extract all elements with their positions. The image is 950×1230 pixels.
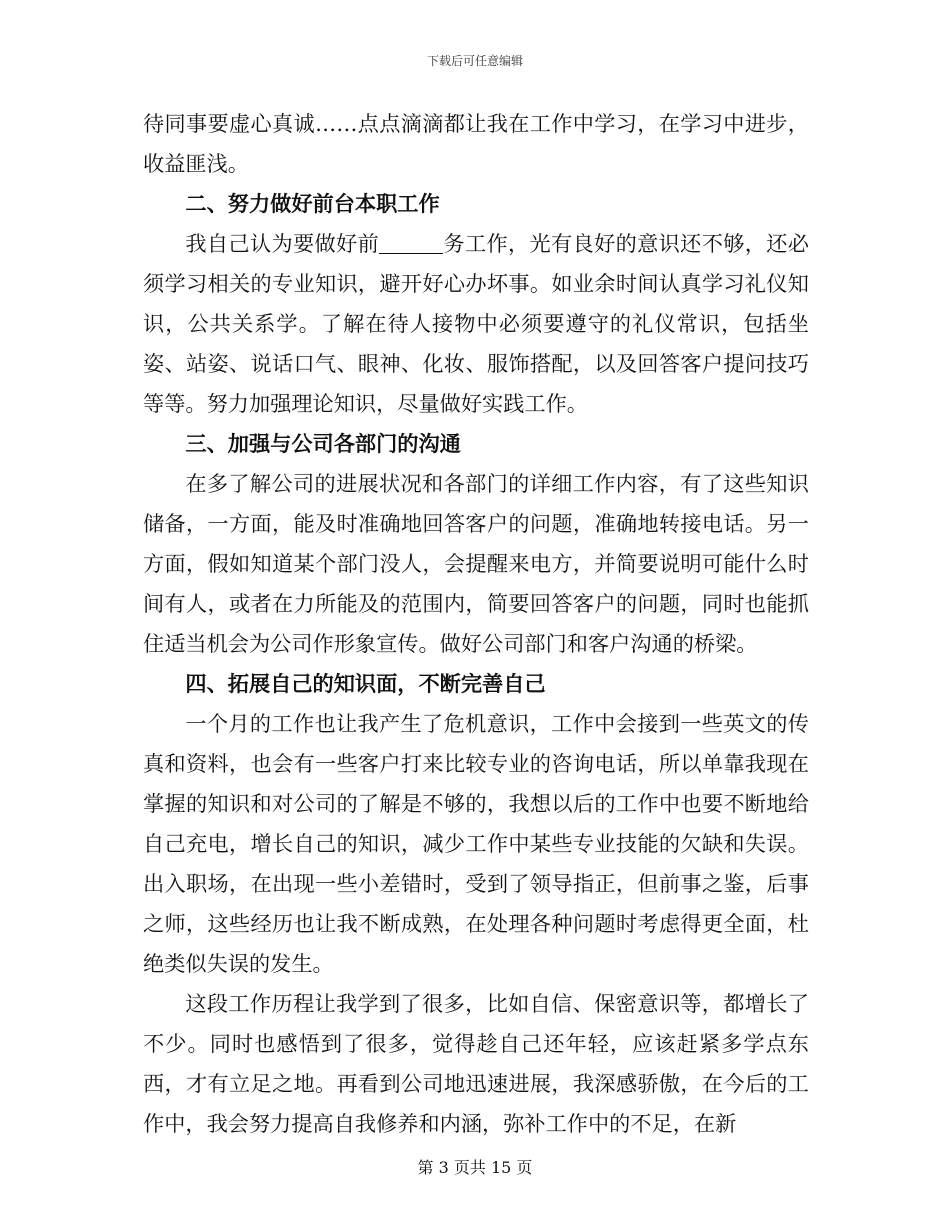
paragraph-knowledge: 一个月的工作也让我产生了危机意识，工作中会接到一些英文的传真和资料，也会有一些客户打来比较专业的咨询电话，所以单靠我现在掌握的知识和对公司的了解是不够的，我想以后的工作中也要不断地给自己充电，增长自己的知识，减少工作中某些专业技能的欠缺和失误。出入职场，在出现一些小差错时，受到了领导指正，但前事之鉴，后事之师，这些经历也让我不断成熟，在处理各种问题时考虑得更全面，杜绝类似失误的发生。 [143,711,809,976]
fill-in-blank [379,232,443,254]
paragraph-front-desk-rest: 务工作，光有良好的意识还不够，还必须学习相关的专业知识，避开好心办坏事。如业余时间认真学习礼仪知识，公共关系学。了解在待人接物中必须要遵守的礼仪常识，包括坐姿、站姿、说话口气、眼神、化妆、服饰搭配，以及回答客户提问技巧等等。努力加强理论知识，尽量做好实践工作。 [143,231,809,416]
paragraph-communication: 在多了解公司的进展状况和各部门的详细工作内容，有了这些知识储备，一方面，能及时准确地回答客户的问题，准确地转接电话。另一方面，假如知道某个部门没人，会提醒来电方，并简要说明可能什么时间有人，或者在力所能及的范围内，简要回答客户的问题，同时也能抓住适当机会为公司作形象宣传。做好公司部门和客户沟通的桥梁。 [143,471,809,656]
section-heading-2: 二、努力做好前台本职工作 [185,191,440,216]
section-heading-4: 四、拓展自己的知识面，不断完善自己 [185,671,546,696]
page-number: 第 3 页共 15 页 [417,1158,533,1177]
section-heading-3: 三、加强与公司各部门的沟通 [185,431,461,456]
paragraph-front-desk-start: 我自己认为要做好前 [185,231,380,256]
paragraph-summary: 这段工作历程让我学到了很多，比如自信、保密意识等，都增长了不少。同时也感悟到了很多，觉得趁自己还年轻，应该赶紧多学点东西，才有立足之地。再看到公司地迅速进展，我深感骄傲，在今后的工作中，我会努力提高自我修养和内涵，弥补工作中的不足，在新 [143,991,809,1136]
paragraph-front-desk [143,224,809,424]
document-body [143,104,809,1144]
page-header: 下载后可任意编辑 [426,54,523,68]
paragraph-continuation: 待同事要虚心真诚……点点滴滴都让我在工作中学习，在学习中进步，收益匪浅。 [143,111,809,176]
